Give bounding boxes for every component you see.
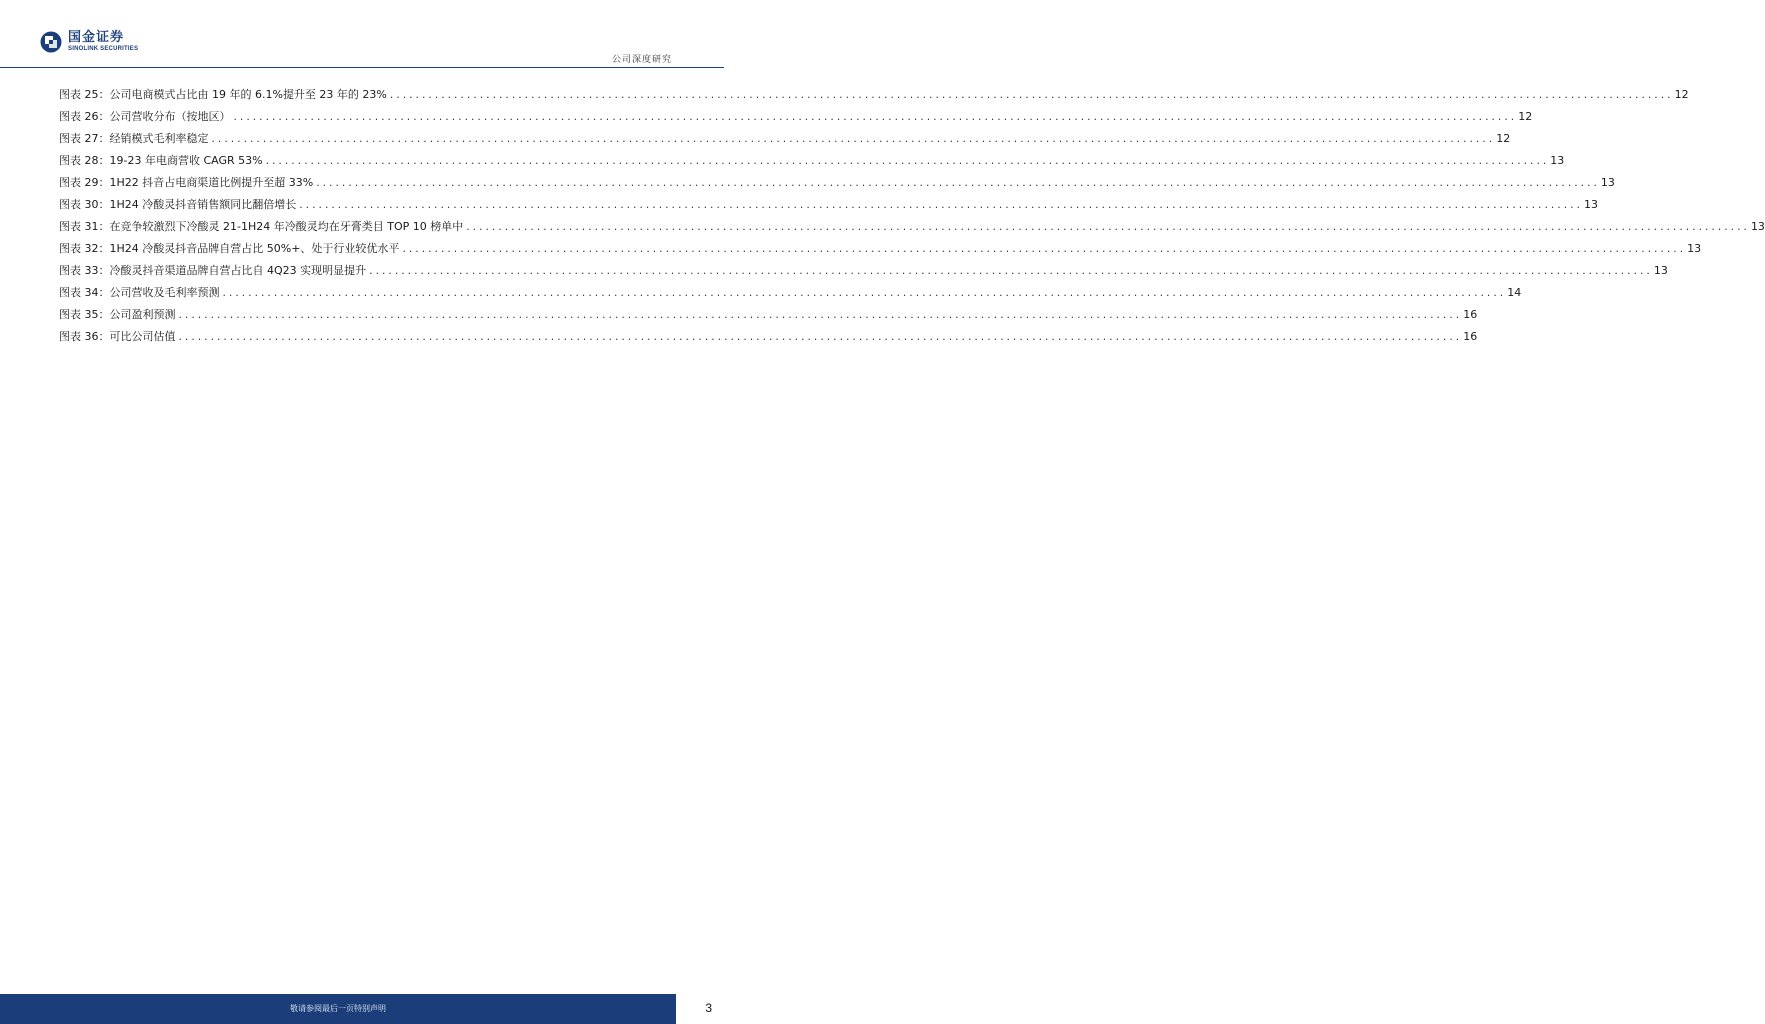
toc-entry-title: 可比公司估值 [109,330,176,343]
toc-entry-label: 图表 31： [59,220,110,233]
toc-entry[interactable] [59,330,1478,352]
toc-entry-label: 图表 28： [59,154,110,167]
toc-entry[interactable] [59,132,1511,154]
toc-dot-leader: ........................................................................................................................................................................................................ [388,91,1673,101]
sinolink-logo-icon [40,31,62,53]
toc-entry[interactable] [59,176,1615,198]
page-number: 3 [705,1001,712,1015]
toc-dot-leader: ........................................................................................................................................................................................................ [177,333,1462,343]
toc-dot-leader: ........................................................................................................................................................................................................ [177,311,1462,321]
toc-entry-title: 1H24 冷酸灵抖音品牌自营占比 50%+、处于行业较优水平 [109,242,400,255]
toc-entry[interactable] [59,88,1689,110]
toc-entry[interactable] [59,264,1668,286]
toc-entry[interactable] [59,198,1598,220]
brand-logo [40,31,138,53]
toc-entry-title: 1H22 抖音占电商渠道比例提升至超 33% [109,176,314,189]
toc-entry-page: 12 [1518,110,1533,123]
toc-entry-title: 公司营收分布（按地区） [109,110,231,123]
toc-entry[interactable] [59,286,1522,308]
toc-entry-page: 12 [1496,132,1511,145]
toc-entry-page: 12 [1674,88,1689,101]
toc-entry[interactable] [59,154,1565,176]
header-divider [0,67,724,68]
toc-entry-label: 图表 26： [59,110,110,123]
toc-entry-label: 图表 30： [59,198,110,211]
toc-dot-leader: ........................................................................................................................................................................................................ [210,135,1495,145]
toc-entry-page: 13 [1600,176,1615,189]
toc-entry-page: 13 [1653,264,1668,277]
toc-entry-label: 图表 29： [59,176,110,189]
page-header [0,0,724,70]
toc-entry-title: 公司电商模式占比由 19 年的 6.1%提升至 23 年的 23% [109,88,387,101]
toc-dot-leader: ........................................................................................................................................................................................................ [401,245,1686,255]
toc-entry-label: 图表 35： [59,308,110,321]
toc-entry-title: 1H24 冷酸灵抖音销售额同比翻倍增长 [109,198,297,211]
toc-entry[interactable] [59,242,1702,264]
toc-entry-page: 13 [1750,220,1765,233]
toc-dot-leader: ........................................................................................................................................................................................................ [368,267,1652,277]
toc-entry-title: 公司盈利预测 [109,308,176,321]
toc-entry-title: 在竞争较激烈下冷酸灵 21-1H24 年冷酸灵均在牙膏类目 TOP 10 榜单中 [109,220,464,233]
page-footer [0,994,724,1024]
toc-dot-leader: ........................................................................................................................................................................................................ [232,113,1517,123]
toc-entry-title: 经销模式毛利率稳定 [109,132,209,145]
brand-name-en: SINOLINK SECURITIES [68,46,139,52]
toc-dot-leader: ........................................................................................................................................................................................................ [264,157,1549,167]
disclaimer-note: 敬请参阅最后一页特别声明 [290,1004,386,1013]
toc-dot-leader: ........................................................................................................................................................................................................ [298,201,1582,211]
toc-dot-leader: ........................................................................................................................................................................................................ [465,223,1749,233]
toc-entry-page: 14 [1507,286,1522,299]
toc-entry-page: 16 [1463,330,1478,343]
toc-entry-page: 13 [1550,154,1565,167]
toc-entry-label: 图表 25： [59,88,110,101]
toc-entry-label: 图表 34： [59,286,110,299]
toc-entry-title: 公司营收及毛利率预测 [109,286,220,299]
toc-entry-label: 图表 32： [59,242,110,255]
toc-entry-page: 13 [1687,242,1702,255]
toc-entry-page: 16 [1463,308,1478,321]
toc-entry-page: 13 [1583,198,1598,211]
figure-table-of-contents [59,88,1765,352]
toc-entry-label: 图表 27： [59,132,110,145]
toc-entry-title: 19-23 年电商营收 CAGR 53% [109,154,263,167]
toc-dot-leader: ........................................................................................................................................................................................................ [221,289,1506,299]
toc-entry-label: 图表 33： [59,264,110,277]
toc-dot-leader: ........................................................................................................................................................................................................ [315,179,1599,189]
toc-entry[interactable] [59,220,1765,242]
toc-entry-label: 图表 36： [59,330,110,343]
toc-entry-title: 冷酸灵抖音渠道品牌自营占比自 4Q23 实现明显提升 [109,264,367,277]
report-type: 公司深度研究 [611,55,672,65]
toc-entry[interactable] [59,110,1533,132]
toc-entry[interactable] [59,308,1478,330]
brand-name-cn: 国金证券 [68,30,125,45]
